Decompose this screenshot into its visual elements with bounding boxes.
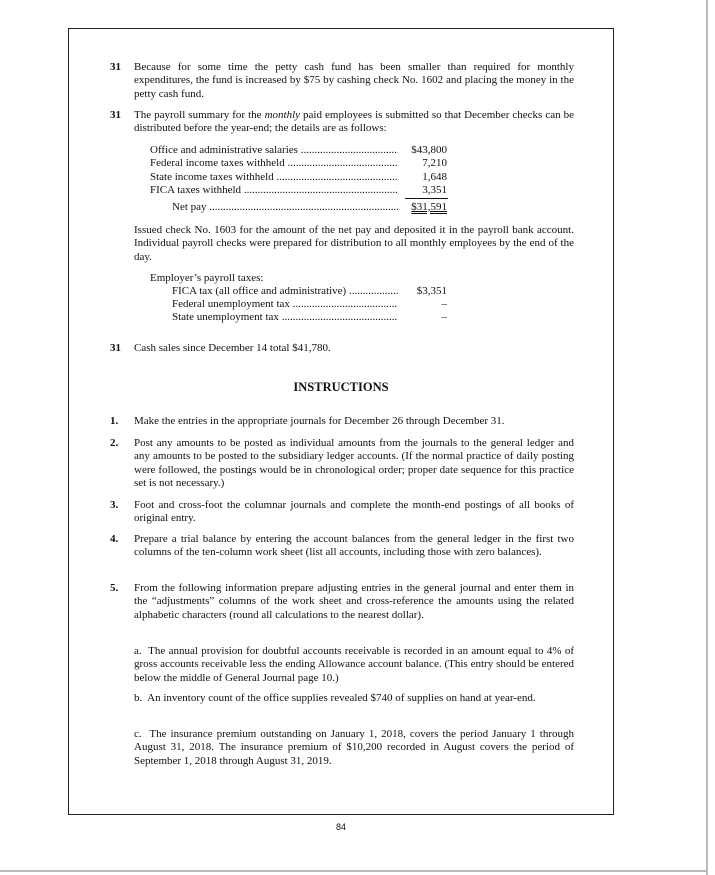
item-number: 1. <box>110 415 119 427</box>
row-label: FICA taxes withheld ..... <box>150 184 398 197</box>
instruction-item <box>110 533 574 560</box>
row-label: Federal income taxes withheld ..... <box>150 157 398 170</box>
row-label: Office and administrative salaries ..... <box>150 144 398 157</box>
emphasis: monthly <box>264 109 301 121</box>
row-amount: 7,210 <box>422 157 447 169</box>
item-number: 3. <box>110 499 119 511</box>
paragraph: Issued check No. 1603 for the amount of the net pay and deposited it in the payroll bank account. Individual payroll checks were prepared for distribution to all monthly employees by the end of the day. <box>134 224 574 263</box>
adjustment-a <box>110 645 577 685</box>
adjustment-b <box>110 692 574 705</box>
instruction-item <box>110 499 574 526</box>
row-amount: 1,648 <box>422 171 447 183</box>
text: The payroll summary for the <box>134 109 265 121</box>
item-text: Make the entries in the appropriate journals for December 26 through December 31. <box>134 415 505 427</box>
entry-text: Because for some time the petty cash fund has been smaller than required for monthly expenditures, the fund is increased by $75 by cashing check No. 1602 and placing the money in the petty cash fund. <box>134 61 574 100</box>
row-amount: $43,800 <box>411 144 447 156</box>
row-label: Federal unemployment tax ..... <box>172 298 398 311</box>
row-amount: $3,351 <box>416 285 447 297</box>
instruction-item <box>110 582 574 622</box>
adjustment-text: c. The insurance premium outstanding on January 1, 2018, covers the period January 1 through August 31, 2018. The insurance premium of $10,200 recorded in August covers the period of September 1, 2018 through August 31, 2019. <box>134 728 577 767</box>
employer-taxes-heading: Employer’s payroll taxes: <box>150 272 264 284</box>
item-text: From the following information prepare adjusting entries in the general journal and enter them in the “adjustments” columns of the work sheet and cross-reference the amounts using the related alphabetic characters (round all calculations to the nearest dollar). <box>134 582 574 621</box>
total-rule <box>405 198 448 199</box>
issued-check-text <box>110 224 574 264</box>
item-text: Post any amounts to be posted as individual amounts from the journals to the general ledger and any amounts to be posted to the subsidiary ledger accounts. (If the normal practice of daily posting were followed, the postings would be in chronological order; proper date sequence for this practice set is not necessary.) <box>134 437 574 490</box>
item-text: Prepare a trial balance by entering the account balances from the general ledger in the first two columns of the ten-column work sheet (list all accounts, including those with zero balances). <box>134 533 574 559</box>
adjustment-text: b. An inventory count of the office supplies revealed $740 of supplies on hand at year-end. <box>134 692 536 704</box>
entry-text <box>134 109 574 136</box>
row-label: State unemployment tax ..... <box>172 311 398 324</box>
page-shadow-bottom <box>0 870 708 872</box>
row-amount: 3,351 <box>422 184 447 196</box>
entry-day: 31 <box>110 61 121 73</box>
instruction-item <box>110 437 574 491</box>
row-amount: $31,591 <box>411 201 447 213</box>
item-text: Foot and cross-foot the columnar journals and complete the month-end postings of all books of original entry. <box>134 499 574 525</box>
entry-petty-cash <box>110 61 574 101</box>
text: paid employees is submitted so that December checks can be distributed before the year-end; the details are as follows: <box>134 109 574 135</box>
row-amount: – <box>441 298 447 310</box>
page-number: 84 <box>335 822 346 832</box>
entry-cash-sales <box>110 342 574 355</box>
instructions-heading: INSTRUCTIONS <box>293 380 389 394</box>
page-shadow-right <box>706 0 708 875</box>
row-label: FICA tax (all office and administrative) ..... <box>172 285 398 298</box>
item-number: 2. <box>110 437 119 449</box>
entry-day: 31 <box>110 109 121 121</box>
adjustment-c <box>110 728 577 768</box>
instruction-item <box>110 415 574 428</box>
row-amount: – <box>441 311 447 323</box>
entry-day: 31 <box>110 342 121 354</box>
adjustment-text: a. The annual provision for doubtful accounts receivable is recorded in an amount equal to 4% of gross accounts receivable less the ending Allowance account balance. (This entry should be entered below the middle of General Journal page 10.) <box>134 645 577 684</box>
item-number: 5. <box>110 582 119 594</box>
item-number: 4. <box>110 533 119 545</box>
row-label: State income taxes withheld ..... <box>150 171 398 184</box>
entry-text: Cash sales since December 14 total $41,780. <box>134 342 331 354</box>
row-label: Net pay ..... <box>172 201 398 214</box>
entry-payroll <box>110 109 574 136</box>
